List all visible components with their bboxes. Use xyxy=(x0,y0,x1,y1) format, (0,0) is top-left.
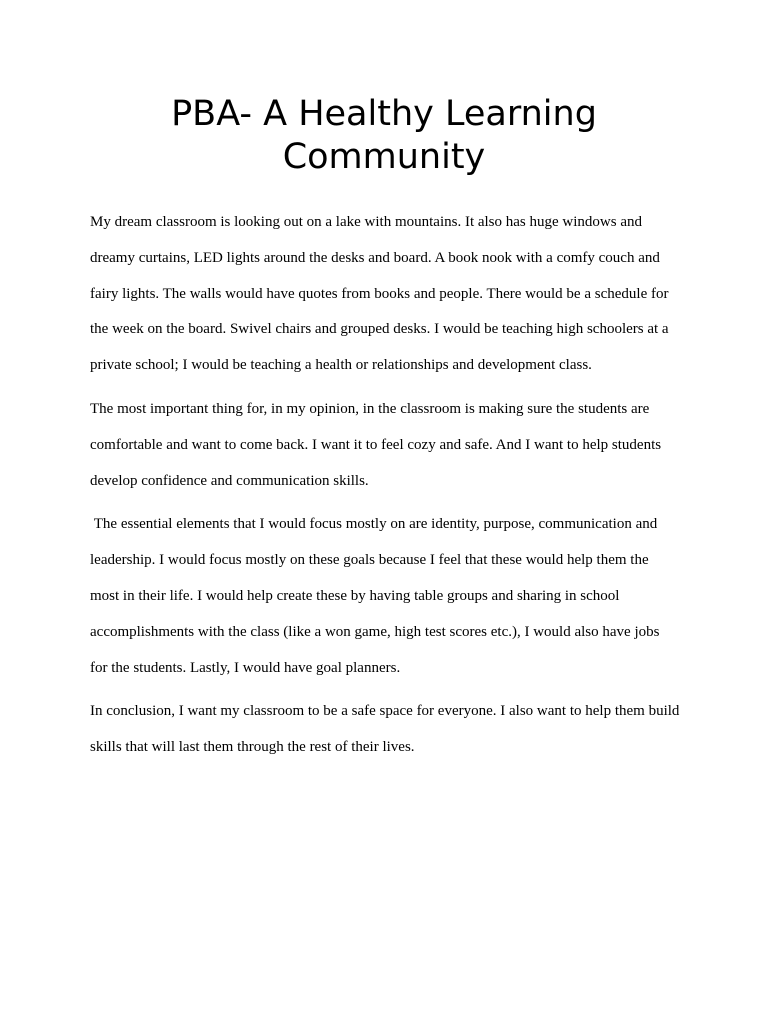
paragraph-most-important: The most important thing for, in my opinion, in the classroom is making sure the students are comfortable and want to come back. I want it to feel cozy and safe. And I want to help students develop confidence and communication skills. xyxy=(90,400,665,489)
document-body xyxy=(90,205,684,774)
paragraph-dream-classroom: My dream classroom is looking out on a lake with mountains. It also has huge windows and dreamy curtains, LED lights around the desks and board. A book nook with a comfy couch and fairy lights. The walls would have quotes from books and people. There would be a schedule for the week on the board. Swivel chairs and grouped desks. I would be teaching high schoolers at a private school; I would be teaching a health or relationships and development class. xyxy=(90,214,673,374)
document-title: PBA- A Healthy Learning Community xyxy=(171,94,597,177)
paragraph-essential-elements: The essential elements that I would focus mostly on are identity, purpose, communication and leadership. I would focus mostly on these goals because I feel that these would help them the most in their life. I would help create these by having table groups and sharing in school accomplishments with the class (like a won game, high test scores etc.), I would also have jobs for the students. Lastly, I would have goal planners. xyxy=(90,516,664,676)
paragraph-conclusion: In conclusion, I want my classroom to be a safe space for everyone. I also want to help them build skills that will last them through the rest of their lives. xyxy=(90,703,684,756)
